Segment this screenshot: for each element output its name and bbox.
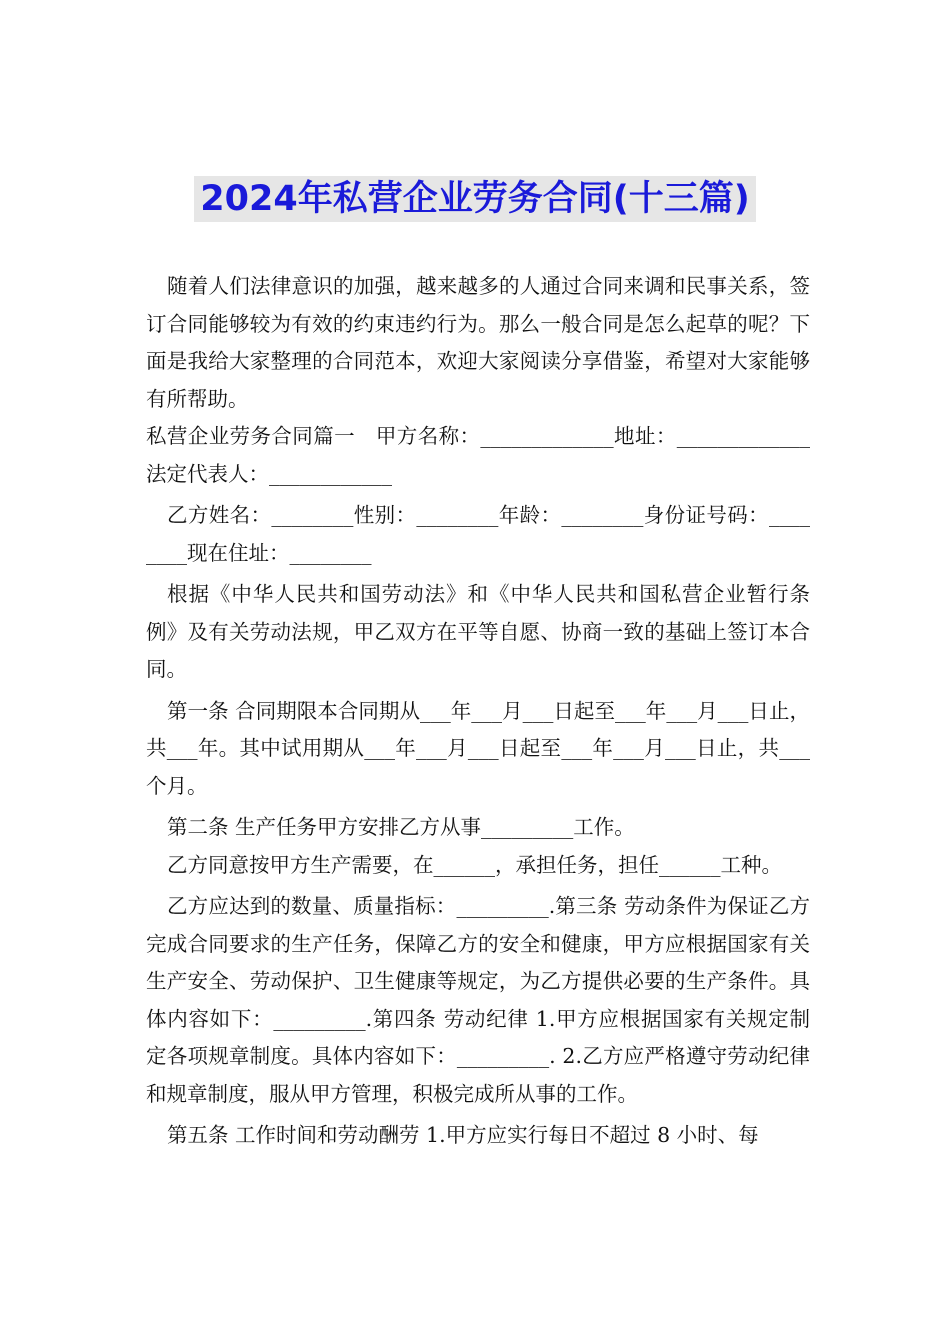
- articles-3-4: 乙方应达到的数量、质量指标：_________.第三条 劳动条件为保证乙方完成合同要求的生产任务，保障乙方的安全和健康，甲方应根据国家有关生产安全、劳动保护、卫生健康等规定，为乙方提供必要的生产条件。具体内容如下：_________.第四条 劳动纪律 1.甲方应根据国家有关规定制定各项规章制度。具体内容如下：_________. 2.乙方应严格遵守劳动纪律和规章制度，服从甲方管理，积极完成所从事的工作。: [146, 894, 810, 1106]
- document-title: 2024年私营企业劳务合同(十三篇): [194, 176, 755, 222]
- title-container: [0, 176, 950, 222]
- article-1: 第一条 合同期限本合同期从___年___月___日起至___年___月___日止，共___年。其中试用期从___年___月___日起至___年___月___日止，共___个月。: [146, 698, 810, 798]
- basis-paragraph: 根据《中华人民共和国劳动法》和《中华人民共和国私营企业暂行条例》及有关劳动法规，甲乙双方在平等自愿、协商一致的基础上签订本合同。: [146, 582, 810, 681]
- article-5: 第五条 工作时间和劳动酬劳 1.甲方应实行每日不超过 8 小时、每: [167, 1123, 759, 1147]
- article-2: 第二条 生产任务甲方安排乙方从事_________工作。: [167, 815, 635, 839]
- party-b-info: 乙方姓名：________性别：________年龄：________身份证号码：________现在住址：________: [146, 503, 810, 565]
- document-body: [146, 268, 810, 1155]
- article-2-detail: 乙方同意按甲方生产需要，在______，承担任务，担任______工种。: [167, 852, 782, 877]
- intro-paragraph: 随着人们法律意识的加强，越来越多的人通过合同来调和民事关系，签订合同能够较为有效的约束违约行为。那么一般合同是怎么起草的呢？下面是我给大家整理的合同范本，欢迎大家阅读分享借鉴，希望对大家能够有所帮助。: [146, 274, 810, 411]
- party-a-info: 私营企业劳务合同篇一 甲方名称：_____________地址：_____________法定代表人：____________: [146, 424, 810, 486]
